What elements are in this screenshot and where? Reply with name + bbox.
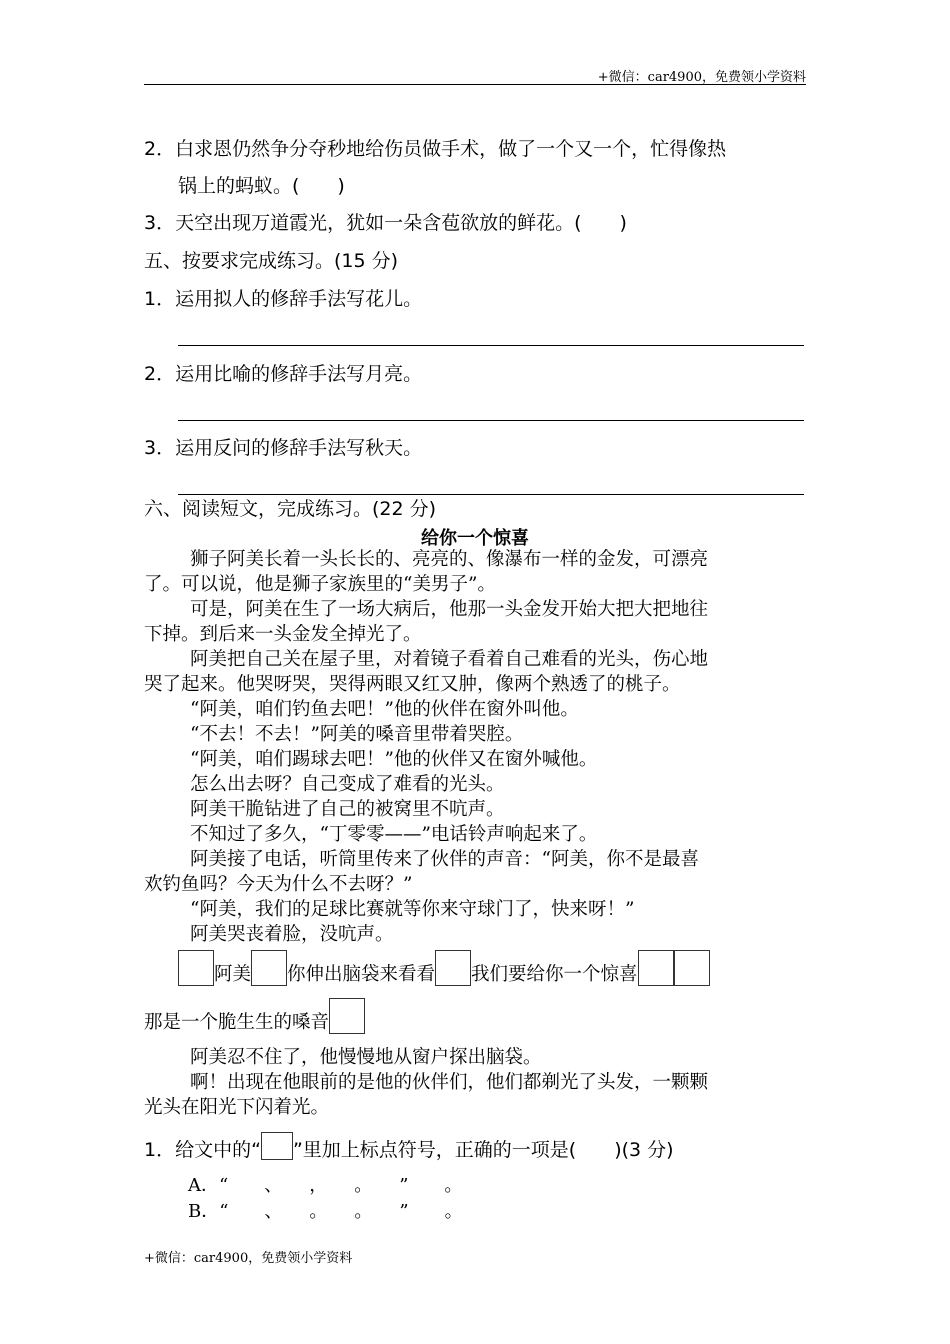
story-p13: 阿美忍不住了，他慢慢地从窗户探出脑袋。	[190, 1047, 542, 1068]
story-p10a: 阿美接了电话，听筒里传来了伙伴的声音：“阿美，你不是最喜	[190, 849, 699, 870]
s5-q3-answer-line[interactable]	[178, 494, 804, 495]
s5-q3: 3．运用反问的修辞手法写秋天。	[144, 437, 423, 459]
story-p5: “不去！不去！”阿美的嗓音里带着哭腔。	[190, 724, 524, 745]
story-p12: 阿美哭丧着脸，没吭声。	[190, 924, 394, 945]
s4-q2-line1: 2．白求恩仍然争分夺秒地给伤员做手术，做了一个又一个，忙得像热	[144, 138, 727, 160]
s4-q2-line2: 锅上的蚂蚁。( )	[178, 175, 345, 197]
s6-q1-prefix: 1．给文中的“	[144, 1139, 261, 1161]
story-p3b: 哭了起来。他哭呀哭，哭得两眼又红又肿，像两个熟透了的桃子。	[144, 674, 681, 695]
s4-q3: 3．天空出现万道霞光，犹如一朵含苞欲放的鲜花。( )	[144, 212, 627, 234]
option-a[interactable]: A．“ 、 ， 。 ” 。	[188, 1175, 463, 1196]
blank-seg2: 你伸出脑袋来看看	[287, 964, 436, 985]
story-p1b: 了。可以说，他是狮子家族里的“美男子”。	[144, 574, 496, 595]
punctuation-box-3[interactable]	[435, 950, 471, 986]
blank-seg1: 阿美	[214, 964, 252, 985]
s6-q1-suffix: ”里加上标点符号，正确的一项是( )(3 分)	[292, 1139, 674, 1161]
blank-seg3: 我们要给你一个惊喜	[471, 964, 638, 985]
story-p2a: 可是，阿美在生了一场大病后，他那一头金发开始大把大把地往	[190, 599, 709, 620]
option-b[interactable]: B．“ 、 。 。 ” 。	[188, 1201, 463, 1222]
footer-note: +微信：car4900，免费领小学资料	[144, 1251, 353, 1266]
story-p8: 阿美干脆钻进了自己的被窝里不吭声。	[190, 799, 505, 820]
story-p1a: 狮子阿美长着一头长长的、亮亮的、像瀑布一样的金发，可漂亮	[190, 549, 709, 570]
story-p7: 怎么出去呀？自己变成了难看的光头。	[190, 774, 505, 795]
story-p6: “阿美，咱们踢球去吧！”他的伙伴又在窗外喊他。	[190, 749, 598, 770]
punctuation-box-1[interactable]	[178, 950, 214, 986]
s6-q1	[144, 1132, 674, 1163]
s6-q1-box-icon	[261, 1132, 293, 1160]
story-p4: “阿美，咱们钓鱼去吧！”他的伙伴在窗外叫他。	[190, 699, 579, 720]
punctuation-box-6[interactable]	[329, 998, 365, 1034]
header-note: +微信：car4900，免费领小学资料	[597, 70, 806, 85]
story-p11: “阿美，我们的足球比赛就等你来守球门了，快来呀！”	[190, 899, 635, 920]
story-p3a: 阿美把自己关在屋子里，对着镜子看着自己难看的光头，伤心地	[190, 649, 709, 670]
story-title: 给你一个惊喜	[421, 528, 529, 549]
blank-row-2	[144, 998, 365, 1034]
s5-q2-answer-line[interactable]	[178, 420, 804, 421]
punctuation-box-2[interactable]	[251, 950, 287, 986]
s5-q1: 1．运用拟人的修辞手法写花儿。	[144, 288, 423, 310]
blank-row-1	[178, 950, 710, 986]
s6-heading: 六、阅读短文，完成练习。(22 分)	[144, 498, 437, 520]
s5-heading: 五、按要求完成练习。(15 分)	[144, 250, 399, 272]
s5-q2: 2．运用比喻的修辞手法写月亮。	[144, 363, 423, 385]
punctuation-box-5[interactable]	[674, 950, 710, 986]
story-p14a: 啊！出现在他眼前的是他的伙伴们，他们都剃光了头发，一颗颗	[190, 1072, 709, 1093]
story-p2b: 下掉。到后来一头金发全掉光了。	[144, 624, 422, 645]
story-p9: 不知过了多久，“丁零零——”电话铃声响起来了。	[190, 824, 598, 845]
header-rule	[144, 84, 806, 85]
s5-q1-answer-line[interactable]	[178, 345, 804, 346]
story-p10b: 欢钓鱼吗？今天为什么不去呀？”	[144, 874, 413, 895]
blank-seg4: 那是一个脆生生的嗓音	[144, 1012, 330, 1033]
punctuation-box-4[interactable]	[638, 950, 674, 986]
story-p14b: 光头在阳光下闪着光。	[144, 1097, 330, 1118]
